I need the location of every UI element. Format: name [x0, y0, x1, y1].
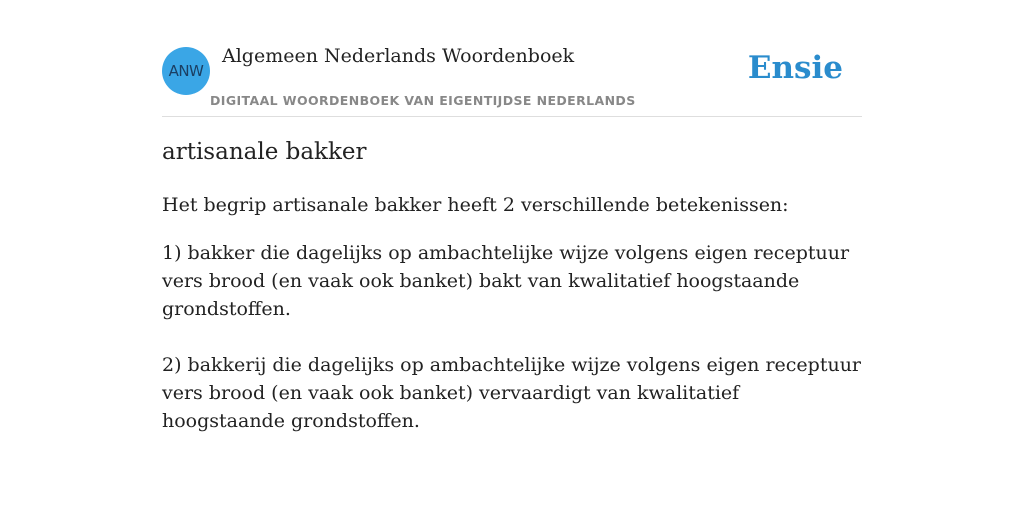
- definition-list: [162, 239, 862, 463]
- page: [162, 0, 862, 432]
- ensie-brand-logo[interactable]: Ensie: [747, 50, 843, 86]
- anw-logo[interactable]: [162, 47, 210, 95]
- logo-text: ANW: [168, 62, 204, 80]
- definition-item: 2) bakkerij die dagelijks op ambachtelijke wijze volgens eigen receptuur vers brood (en vaak ook banket) vervaardigt van kwalitatief hoogstaande grondstoffen.: [162, 354, 862, 432]
- entry-title: artisanale bakker: [162, 139, 367, 165]
- site-subtitle: DIGITAAL WOORDENBOEK VAN EIGENTIJDSE NEDERLANDS: [210, 93, 636, 108]
- definition-item: 1) bakker die dagelijks op ambachtelijke wijze volgens eigen receptuur vers brood (en vaak ook banket) bakt van kwalitatief hoogstaande grondstoffen.: [162, 242, 850, 320]
- site-header: [162, 0, 862, 117]
- entry-intro: Het begrip artisanale bakker heeft 2 verschillende betekenissen:: [162, 194, 789, 216]
- site-title[interactable]: Algemeen Nederlands Woordenboek: [222, 45, 575, 67]
